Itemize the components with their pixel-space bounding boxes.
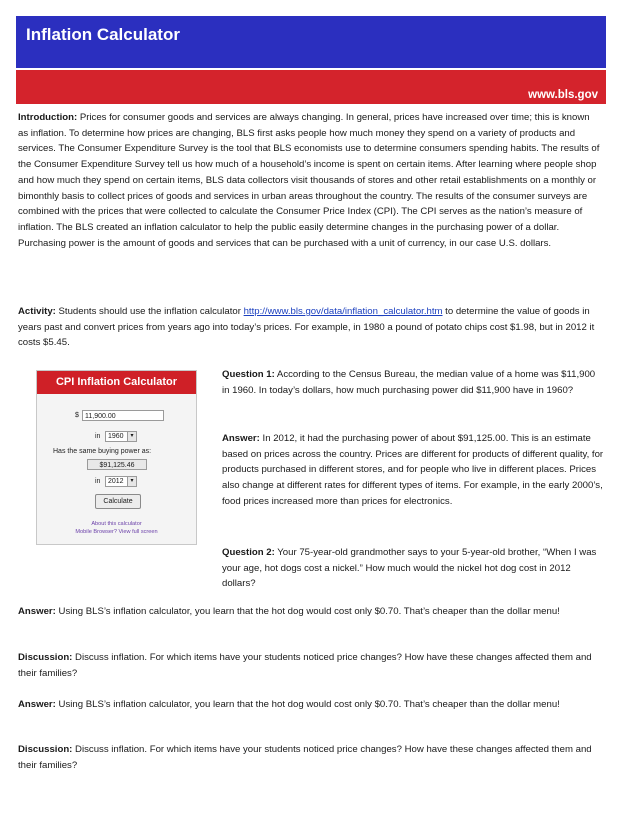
about-calculator-link[interactable]: About this calculator — [91, 521, 142, 527]
in-label-1: in — [95, 433, 101, 440]
answer-3-label: Answer: — [18, 699, 56, 710]
answer-1-text: In 2012, it had the purchasing power of about $91,125.00. This is an estimate based on prices across the country. Prices are different for products of different quality, for products purchased in different stores, and for people who live in different places. Prices also change at different rates for different types of items. For example, in the early 2000’s, food prices increased more than prices for electronics. — [222, 433, 604, 507]
activity-text-after: to determine the value of goods in years past and convert prices from years ago into today’s prices. For example, in 1980 a pound of potato chips cost $1.98, but in 2012 it costs $5.45. — [18, 306, 595, 349]
chevron-down-icon: ▾ — [127, 432, 136, 441]
header-banner — [16, 16, 606, 68]
year-from-value: 1960 — [108, 433, 124, 440]
question-2 — [222, 545, 604, 592]
question-1-label: Question 1: — [222, 369, 275, 380]
header-subbanner — [16, 70, 606, 104]
answer-3 — [18, 697, 602, 713]
page-title: Inflation Calculator — [26, 25, 180, 44]
discussion-2 — [18, 742, 602, 773]
cpi-widget-title: CPI Inflation Calculator — [37, 371, 196, 394]
question-1-text: According to the Census Bureau, the median value of a home was $11,900 in 1960. In today’s dollars, how much purchasing power did $11,900 have in 1960? — [222, 369, 596, 396]
intro-paragraph — [18, 110, 602, 251]
dollar-sign: $ — [75, 412, 79, 419]
intro-text: Prices for consumer goods and services are always changing. In general, prices have increased over time; this is known as inflation. To determine how prices are changing, BLS first asks people how much money they spend on a variety of products and services. The Consumer Expenditure Survey is the tool that BLS economists use to determine consumers spending habits. The results of the Consumer Expenditure Survey tell us how much of a household’s income is spent on certain items. After learning where people shop and how much they spend on certain items, BLS data collectors visit thousands of stores and other retail establishments on a monthly or bimonthly basis to collect prices of goods and services in urban areas throughout the country. The results of the consumer surveys are combined with the prices that were collected to calculate the Consumer Price Index (CPI). The CPI serves as the nation’s measure of inflation. The BLS created an inflation calculator to help the public easily determine changes in the purchasing power of a dollar. Purchasing power is the amount of goods and services that can be purchased with a unit of currency, in our case U.S. dollars. — [18, 112, 600, 249]
activity-label: Activity: — [18, 306, 56, 317]
site-url: www.bls.gov — [528, 89, 598, 101]
discussion-2-text: Discuss inflation. For which items have your students noticed price changes? How have these changes affected them and their families? — [18, 744, 592, 771]
cpi-calculator-widget — [36, 370, 197, 545]
mobile-browser-link[interactable]: Mobile Browser? View full screen — [75, 529, 158, 535]
calculator-link[interactable]: http://www.bls.gov/data/inflation_calculator.htm — [243, 306, 443, 317]
year-to-select[interactable] — [105, 476, 137, 487]
activity-paragraph — [18, 304, 602, 351]
answer-2 — [18, 604, 602, 620]
calculate-button[interactable]: Calculate — [95, 494, 141, 509]
question-2-text: Your 75-year-old grandmother says to your 5-year-old brother, “When I was your age, hot dogs cost a nickel.” How much would the nickel hot dog cost in 2012 dollars? — [222, 547, 597, 590]
answer-2-label: Answer: — [18, 606, 56, 617]
answer-1 — [222, 431, 604, 510]
answer-2-text: Using BLS’s inflation calculator, you learn that the hot dog would cost only $0.70. That’s cheaper than the dollar menu! — [55, 606, 560, 617]
question-1 — [222, 367, 604, 398]
year-from-select[interactable] — [105, 431, 137, 442]
year-to-value: 2012 — [108, 478, 124, 485]
discussion-1 — [18, 650, 602, 681]
in-label-2: in — [95, 478, 101, 485]
answer-3-text: Using BLS’s inflation calculator, you learn that the hot dog would cost only $0.70. That’s cheaper than the dollar menu! — [55, 699, 560, 710]
activity-text-before: Students should use the inflation calculator — [55, 306, 244, 317]
discussion-1-label: Discussion: — [18, 652, 73, 663]
same-power-label: Has the same buying power as: — [53, 448, 152, 455]
answer-1-label: Answer: — [222, 433, 260, 444]
chevron-down-icon: ▾ — [127, 477, 136, 486]
result-value: $91,125.46 — [87, 459, 147, 470]
amount-input[interactable]: 11,900.00 — [82, 410, 164, 421]
discussion-1-text: Discuss inflation. For which items have your students noticed price changes? How have these changes affected them and their families? — [18, 652, 592, 679]
discussion-2-label: Discussion: — [18, 744, 73, 755]
intro-label: Introduction: — [18, 112, 78, 123]
question-2-label: Question 2: — [222, 547, 275, 558]
